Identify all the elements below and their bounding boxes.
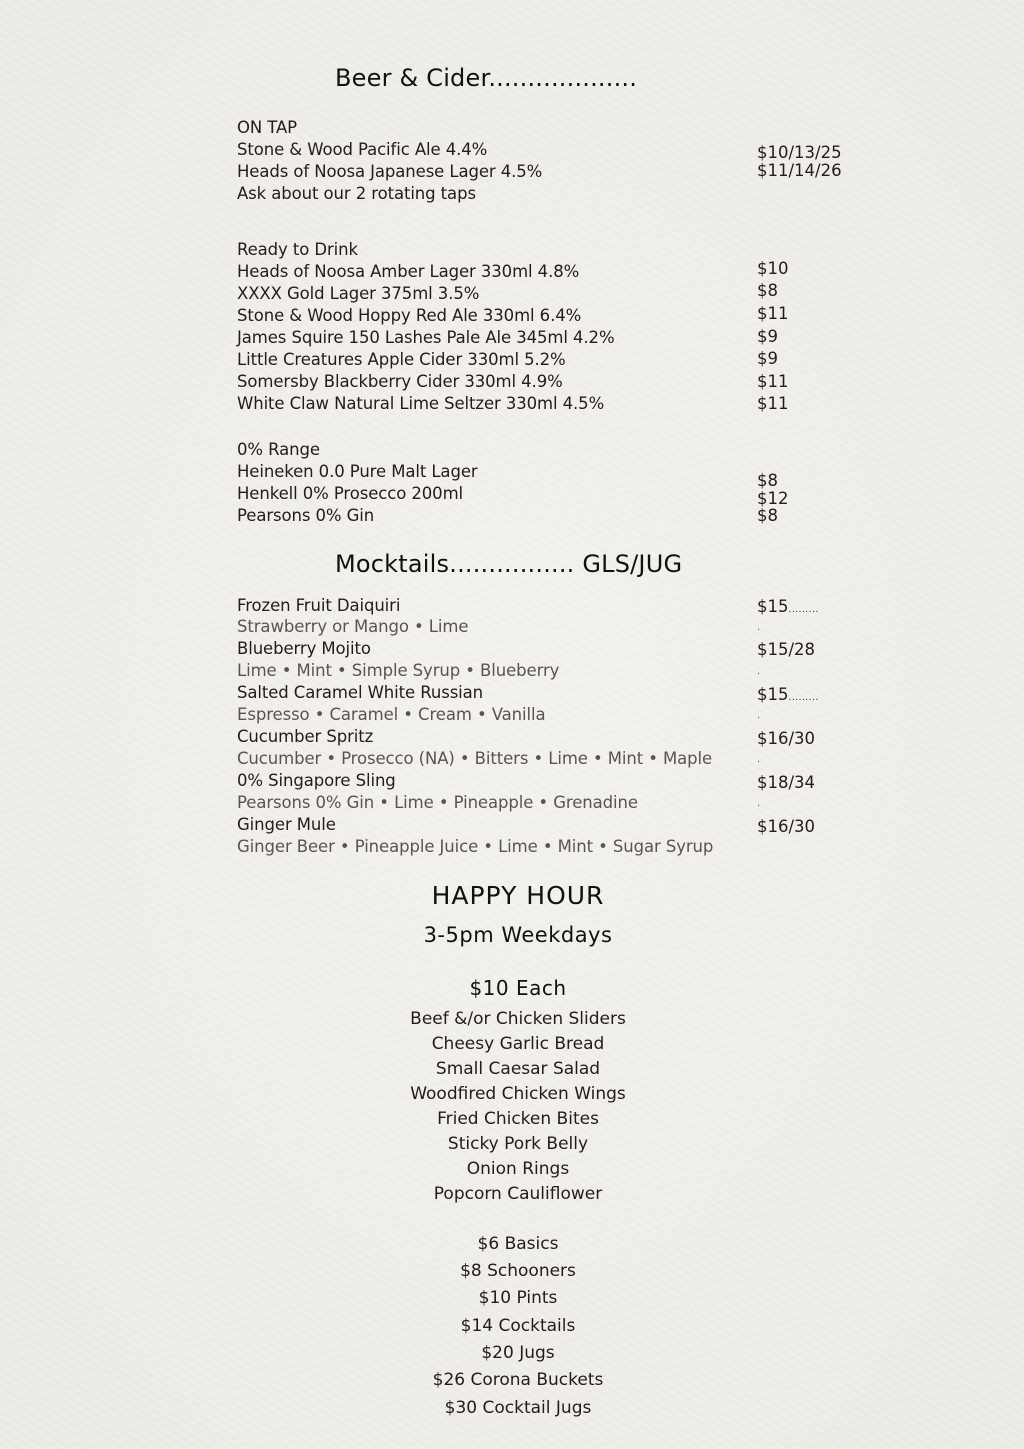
price-value: $15/28 (757, 640, 816, 659)
food-item: Fried Chicken Bites (437, 1109, 599, 1129)
food-special-heading: $10 Each (469, 976, 567, 1000)
zero-range-label: 0% Range (237, 440, 320, 459)
on-tap-label: ON TAP (237, 118, 298, 137)
separator-dot: . (757, 622, 761, 633)
drink-special: $10 Pints (478, 1288, 558, 1308)
mocktail-description: Ginger Beer • Pineapple Juice • Lime • Mint • Sugar Syrup (237, 837, 714, 856)
menu-item-name: Heineken 0.0 Pure Malt Lager (237, 462, 478, 481)
beer-cider-heading: Beer & Cider................... (335, 64, 638, 92)
separator-dot: . (757, 666, 761, 677)
menu-item-name: Heads of Noosa Japanese Lager 4.5% (237, 162, 543, 181)
menu-item-name: White Claw Natural Lime Seltzer 330ml 4.5% (237, 394, 605, 413)
mocktail-description: Pearsons 0% Gin • Lime • Pineapple • Grenadine (237, 793, 638, 812)
menu-item-name: Stone & Wood Pacific Ale 4.4% (237, 140, 488, 159)
drink-special: $14 Cocktails (460, 1316, 576, 1336)
mocktail-name: Salted Caramel White Russian (237, 683, 484, 702)
mocktail-price (757, 685, 819, 704)
menu-item-price: $12 (757, 489, 789, 508)
menu-item-price: $9 (757, 327, 778, 346)
menu-item-price: $8 (757, 506, 778, 525)
menu-item-price: $11 (757, 372, 789, 391)
menu-item-price: $8 (757, 281, 778, 300)
food-item: Small Caesar Salad (435, 1059, 601, 1079)
separator-dot: . (757, 710, 761, 721)
food-item: Cheesy Garlic Bread (431, 1034, 605, 1054)
mocktail-price (757, 597, 819, 616)
food-item: Sticky Pork Belly (447, 1134, 589, 1154)
menu-item-price: $9 (757, 349, 778, 368)
mocktail-price (757, 640, 815, 659)
menu-item-price: $10 (757, 259, 789, 278)
food-item: Onion Rings (466, 1159, 570, 1179)
menu-item-name: Pearsons 0% Gin (237, 506, 375, 525)
food-item: Beef &/or Chicken Sliders (410, 1009, 626, 1029)
mocktail-name: Ginger Mule (237, 815, 336, 834)
menu-item-name: Heads of Noosa Amber Lager 330ml 4.8% (237, 262, 580, 281)
menu-item-price: $11/14/26 (757, 161, 842, 180)
mocktail-price (757, 729, 815, 748)
menu-item-name: XXXX Gold Lager 375ml 3.5% (237, 284, 480, 303)
drink-special: $20 Jugs (481, 1343, 555, 1363)
menu-item-price: $11 (757, 304, 789, 323)
price-dots: ......... (788, 693, 819, 703)
rotating-taps-note: Ask about our 2 rotating taps (237, 184, 476, 203)
menu-item-price: $10/13/25 (757, 143, 842, 162)
menu-item-name: Little Creatures Apple Cider 330ml 5.2% (237, 350, 566, 369)
price-value: $16/30 (757, 817, 816, 836)
mocktail-name: Blueberry Mojito (237, 639, 371, 658)
mocktail-name: 0% Singapore Sling (237, 771, 396, 790)
menu-item-price: $8 (757, 471, 778, 490)
mocktail-price (757, 773, 815, 792)
mocktail-description: Cucumber • Prosecco (NA) • Bitters • Lime • Mint • Maple (237, 749, 713, 768)
drink-special: $6 Basics (477, 1234, 559, 1254)
separator-dot: . (757, 754, 761, 765)
food-item: Woodfired Chicken Wings (410, 1084, 626, 1104)
price-value: $15 (757, 597, 789, 616)
menu-item-name: Stone & Wood Hoppy Red Ale 330ml 6.4% (237, 306, 582, 325)
mocktail-price (757, 817, 815, 836)
menu-item-price: $11 (757, 394, 789, 413)
mocktail-description: Lime • Mint • Simple Syrup • Blueberry (237, 661, 560, 680)
happy-hour-title: HAPPY HOUR (431, 881, 605, 910)
price-value: $18/34 (757, 773, 816, 792)
drink-special: $8 Schooners (460, 1261, 576, 1281)
menu-item-name: Somersby Blackberry Cider 330ml 4.9% (237, 372, 563, 391)
happy-hour-time: 3-5pm Weekdays (423, 923, 613, 947)
mocktail-description: Espresso • Caramel • Cream • Vanilla (237, 705, 546, 724)
price-dots: ......... (788, 605, 819, 615)
mocktail-description: Strawberry or Mango • Lime (237, 617, 469, 636)
menu-item-name: Henkell 0% Prosecco 200ml (237, 484, 464, 503)
food-item: Popcorn Cauliflower (433, 1184, 603, 1204)
drink-special: $26 Corona Buckets (432, 1370, 604, 1390)
mocktail-name: Frozen Fruit Daiquiri (237, 596, 401, 615)
separator-dot: . (757, 798, 761, 809)
menu-item-name: James Squire 150 Lashes Pale Ale 345ml 4.2% (237, 328, 615, 347)
ready-to-drink-label: Ready to Drink (237, 240, 358, 259)
mocktails-heading: Mocktails................ GLS/JUG (335, 550, 683, 578)
price-value: $15 (757, 685, 789, 704)
price-value: $16/30 (757, 729, 816, 748)
drink-special: $30 Cocktail Jugs (444, 1398, 592, 1418)
mocktail-name: Cucumber Spritz (237, 727, 374, 746)
